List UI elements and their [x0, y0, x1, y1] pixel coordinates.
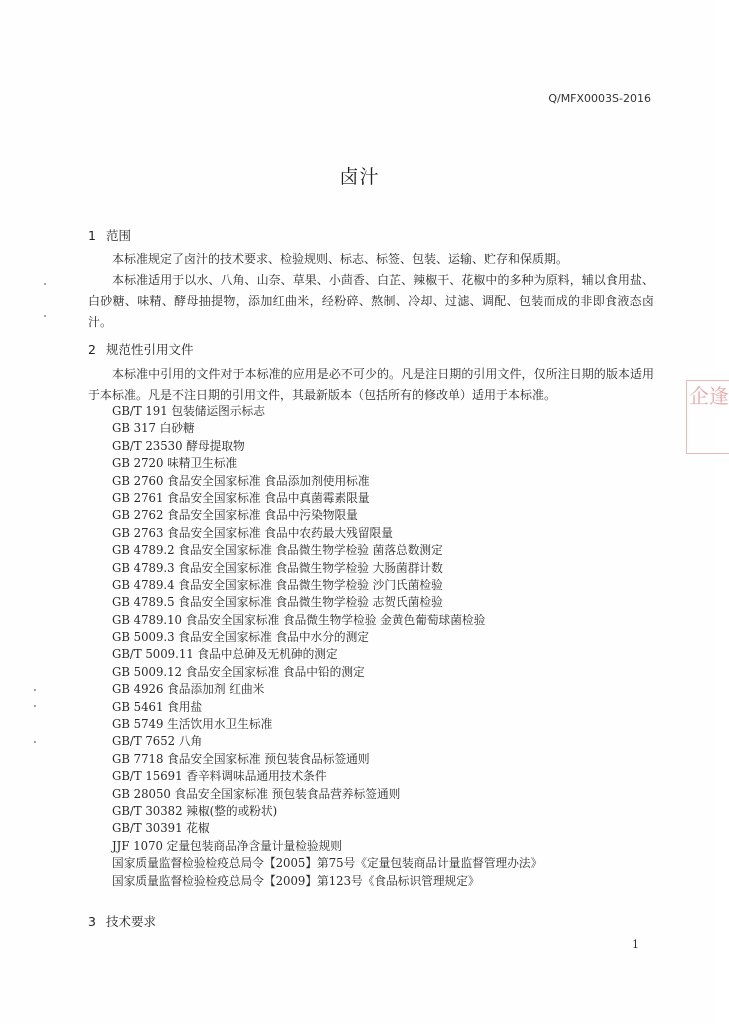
page-number: 1	[632, 938, 639, 951]
reference-item: GB 2762 食品安全国家标准 食品中污染物限量	[112, 508, 358, 523]
page-title: 卤汁	[339, 166, 380, 188]
reference-item: GB/T 15691 香辛料调味品通用技术条件	[112, 769, 327, 784]
scan-speck	[34, 741, 36, 743]
section-1-paragraph-2-text: 本标准适用于以水、八角、山奈、草果、小茴香、白芷、辣椒干、花椒中的多种为原料，辅以食用盐、白砂糖、味精、酵母抽提物，添加红曲米，经粉碎、熬制、冷却、过滤、调配、包装而成的非即食液态卤汁。	[88, 273, 654, 329]
reference-item: GB 2763 食品安全国家标准 食品中农药最大残留限量	[112, 525, 393, 540]
reference-item: GB 4789.4 食品安全国家标准 食品微生物学检验 沙门氏菌检验	[112, 577, 443, 592]
reference-item: 国家质量监督检验检疫总局令【2005】第75号《定量包装商品计量监督管理办法》	[112, 856, 543, 871]
document-code: Q/MFX0003S-2016	[548, 92, 651, 105]
reference-item: GB 5749 生活饮用水卫生标准	[112, 717, 273, 732]
reference-list	[112, 403, 542, 890]
scan-speck	[34, 689, 36, 691]
section-1-title: 范围	[106, 228, 132, 243]
reference-item: GB 2761 食品安全国家标准 食品中真菌霉素限量	[112, 490, 370, 505]
reference-item: GB 4789.2 食品安全国家标准 食品微生物学检验 菌落总数测定	[112, 543, 443, 558]
reference-item: GB/T 30382 辣椒(整的或粉状)	[112, 803, 278, 818]
scan-speck	[44, 283, 46, 285]
reference-item: GB 7718 食品安全国家标准 预包装食品标签通则	[112, 751, 370, 766]
reference-item: GB 5009.12 食品安全国家标准 食品中铅的测定	[112, 664, 365, 679]
reference-item: GB 317 白砂糖	[112, 421, 195, 436]
section-3-heading	[88, 912, 156, 930]
reference-item: GB 5009.3 食品安全国家标准 食品中水分的测定	[112, 630, 369, 645]
section-2-heading	[88, 340, 194, 358]
reference-item: JJF 1070 定量包装商品净含量计量检验规则	[112, 838, 342, 853]
section-1-number: 1	[88, 228, 96, 243]
section-2-intro	[88, 364, 654, 406]
reference-item: GB/T 23530 酵母提取物	[112, 438, 245, 453]
reference-item: GB 5461 食用盐	[112, 699, 203, 714]
reference-item: GB/T 5009.11 食品中总砷及无机砷的测定	[112, 647, 338, 662]
reference-item: GB/T 7652 八角	[112, 734, 203, 749]
scan-speck	[34, 705, 36, 707]
section-2-number: 2	[88, 342, 96, 357]
section-1-heading	[88, 226, 131, 244]
reference-item: GB 4789.3 食品安全国家标准 食品微生物学检验 大肠菌群计数	[112, 560, 443, 575]
reference-item: 国家质量监督检验检疫总局令【2009】第123号《食品标识管理规定》	[112, 873, 480, 888]
reference-item: GB 28050 食品安全国家标准 预包装食品营养标签通则	[112, 786, 401, 801]
section-3-number: 3	[88, 914, 96, 929]
scan-speck	[44, 315, 46, 317]
section-3-title: 技术要求	[106, 914, 157, 929]
section-1-paragraph-1-text: 本标准规定了卤汁的技术要求、检验规则、标志、标签、包装、运输、贮存和保质期。	[112, 252, 569, 266]
reference-item: GB 4926 食品添加剂 红曲米	[112, 682, 265, 697]
reference-item: GB 2720 味精卫生标准	[112, 456, 238, 471]
section-2-title: 规范性引用文件	[106, 342, 194, 357]
section-1-paragraph-2	[88, 270, 654, 333]
section-1-paragraph-1	[88, 249, 654, 270]
reference-item: GB 4789.10 食品安全国家标准 食品微生物学检验 金黄色葡萄球菌检验	[112, 612, 486, 627]
reference-item: GB/T 191 包装储运图示标志	[112, 404, 265, 418]
section-2-intro-text: 本标准中引用的文件对于本标准的应用是必不可少的。凡是注日期的引用文件，仅所注日期的版本适用于本标准。凡是不注日期的引用文件，其最新版本（包括所有的修改单）适用于本标准。	[88, 367, 654, 402]
seal-stamp: 企逢	[686, 380, 729, 454]
reference-item: GB 2760 食品安全国家标准 食品添加剂使用标准	[112, 473, 370, 488]
reference-item: GB/T 30391 花椒	[112, 821, 210, 836]
reference-item: GB 4789.5 食品安全国家标准 食品微生物学检验 志贺氏菌检验	[112, 595, 443, 610]
